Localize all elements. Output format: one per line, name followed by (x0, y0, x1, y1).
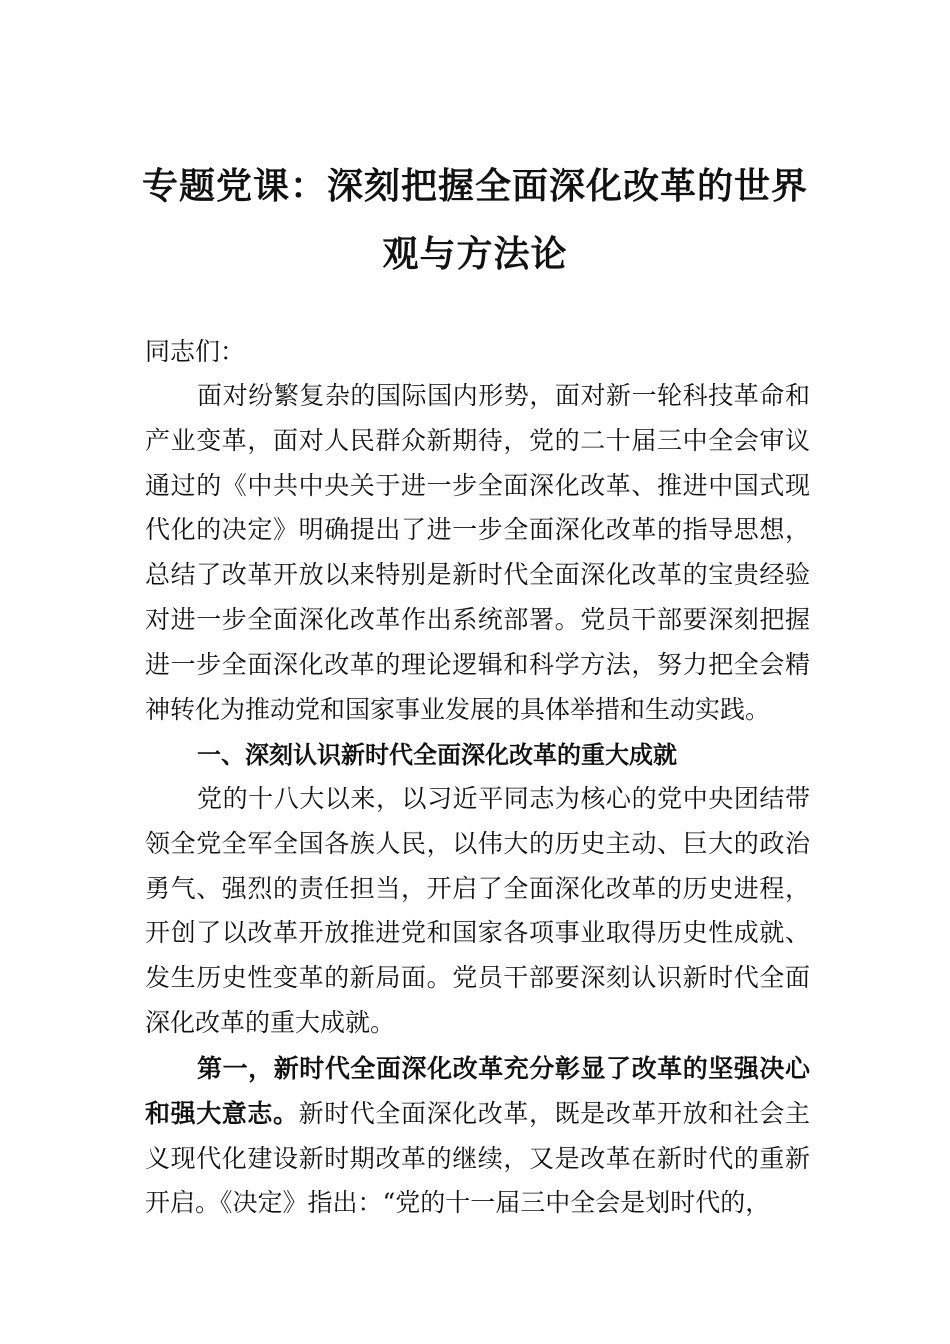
point-1-paragraph (145, 1047, 810, 1226)
document-title-line-1: 专题党课：深刻把握全面深化改革的世界 (141, 165, 808, 207)
intro-paragraph: 面对纷繁复杂的国际国内形势，面对新一轮科技革命和产业变革，面对人民群众新期待，党的二十届三中全会审议通过的《中共中央关于进一步全面深化改革、推进中国式现代化的决定》明确提出了进一步全面深化改革的指导思想，总结了改革开放以来特别是新时代全面深化改革的宝贵经验对进一步全面深化改革作出系统部署。党员干部要深刻把握进一步全面深化改革的理论逻辑和科学方法，努力把全会精神转化为推动党和国家事业发展的具体举措和生动实践。 (145, 381, 810, 724)
document-title-line-2: 观与方法论 (382, 233, 568, 275)
salutation: 同志们： (145, 337, 246, 366)
point-1-text: 新时代全面深化改革，既是改革开放和社会主义现代化建设新时期改革的继续，又是改革在新时代的重新开启。《决定》指出：“党的十一届三中全会是划时代的， (145, 1098, 810, 1218)
point-1-lead: 第一，新时代全面深化改革充分彰显了改革的坚强决心和强大意志。 (145, 1054, 810, 1128)
section-1-heading: 一、深刻认识新时代全面深化改革的重大成就 (197, 741, 677, 769)
section-1-paragraph: 党的十八大以来，以习近平同志为核心的党中央团结带领全党全军全国各族人民，以伟大的历史主动、巨大的政治勇气、强烈的责任担当，开启了全面深化改革的历史进程，开创了以改革开放推进党和国家各项事业取得历史性成就、发生历史性变革的新局面。党员干部要深刻认识新时代全面深化改革的重大成就。 (145, 784, 810, 1037)
